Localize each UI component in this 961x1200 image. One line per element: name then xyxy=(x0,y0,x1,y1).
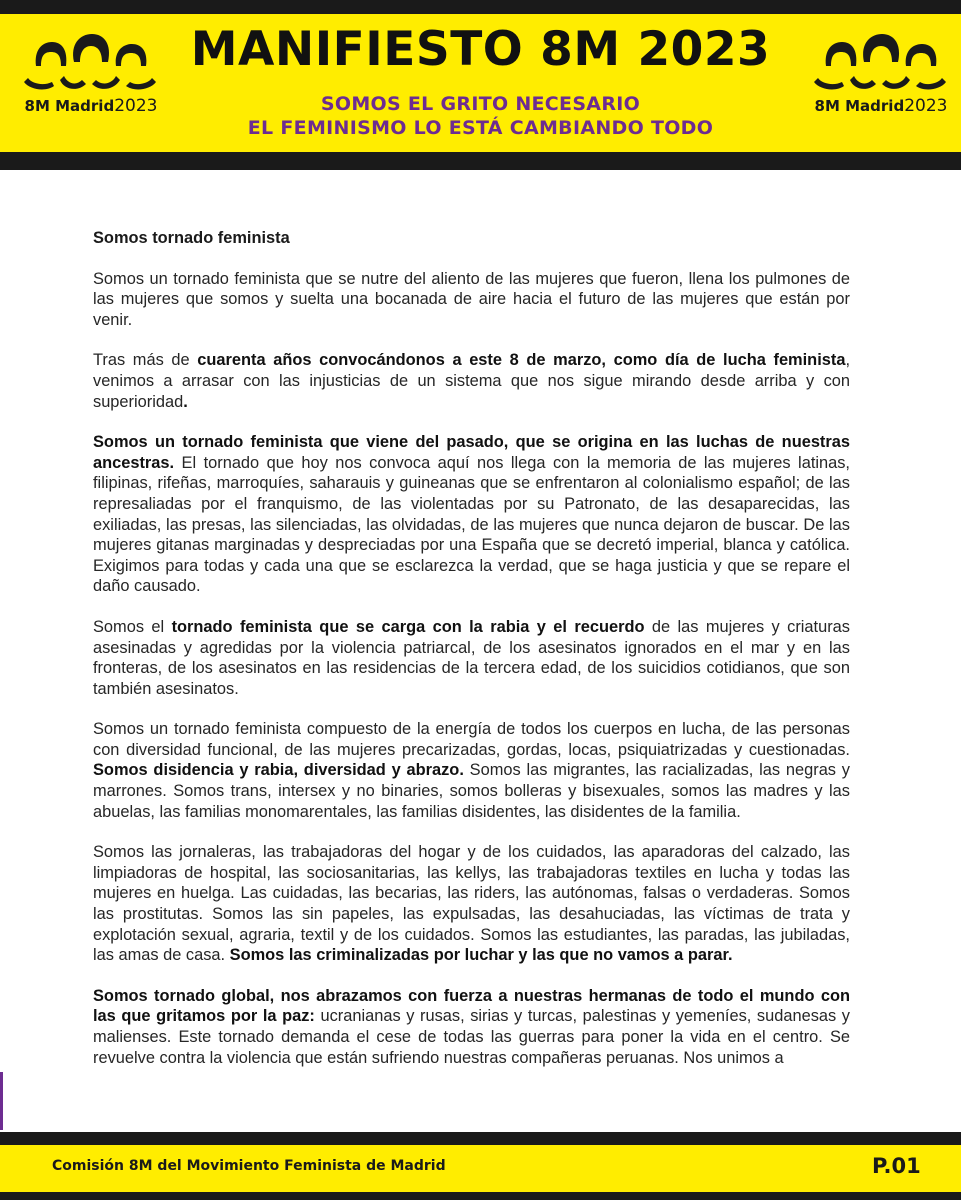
paragraph xyxy=(93,432,850,597)
bold-text-run: Somos las criminalizadas por luchar y las que no vamos a parar. xyxy=(229,946,733,965)
footer-top-bar xyxy=(0,1132,961,1145)
text-run: ucranianas y rusas, sirias y turcas, palestinas y yemeníes, sudanesas y malienses. Este tornado demanda el cese de todas las guerras para poner la vida en el centro. Se revuelve contra la violencia que están sufriendo nuestras compañeras peruanas. Nos unimos a xyxy=(93,1007,850,1067)
paragraph xyxy=(93,350,850,412)
logo-brand-text: 8M Madrid xyxy=(24,97,115,115)
footer-bottom-bar xyxy=(0,1192,961,1200)
page-number: P.01 xyxy=(872,1154,921,1178)
footer-credit: Comisión 8M del Movimiento Feminista de Madrid xyxy=(52,1158,446,1174)
paragraph xyxy=(93,269,850,331)
text-run: de las mujeres y criaturas asesinadas y agredidas por la violencia patriarcal, de los asesinatos ignorados en el mar y en las fronteras, de los asesinatos en las residencias de la tercera edad, de los suicidios cotidianos, que son también asesinatos. xyxy=(93,617,850,698)
manifesto-body xyxy=(93,228,850,1088)
bold-text-run: . xyxy=(183,392,188,411)
text-run: Somos las jornaleras, las trabajadoras del hogar y de los cuidados, las aparadoras del calzado, las limpiadoras de hospital, las sociosanitarias, las kellys, las trabajadoras textiles en lucha y todas las mujeres en huelga. Las cuidadas, las becarias, las riders, las autónomas, falsas o verdaderas. Somos las prostitutas. Somos las sin papeles, las expulsadas, las desahuciadas, las víctimas de trata y explotación sexual, agraria, textil y de los cuidados. Somos las estudiantes, las paradas, las jubiladas, las amas de casa. xyxy=(93,843,850,965)
paragraph-list xyxy=(93,269,850,1069)
bold-text-run: Somos tornado global, nos abrazamos con fuerza a nuestras hermanas de todo el mundo con las que gritamos por la paz: xyxy=(93,986,850,1026)
header-bottom-bar xyxy=(0,152,961,170)
8m-madrid-logo-left xyxy=(16,20,166,120)
subtitle-line-1: SOMOS EL GRITO NECESARIO xyxy=(320,93,641,115)
text-run: El tornado que hoy nos convoca aquí nos llega con la memoria de las mujeres latinas, filipinas, rifeñas, marroquíes, saharauis y guineanas que se enfrentaron al colonialismo español; de las represaliadas por el franquismo, de las violentadas por su Patronato, de las desaparecidas, las exiliadas, las presas, las silenciadas, las olvidadas, de las mujeres que nunca dejaron de buscar. De las mujeres gitanas marginadas y despreciadas por una España que se decretó imperial, blanca y católica. Exigimos para todas y cada una que se esclarezca la verdad, que se haga justicia y que se repare el daño causado. xyxy=(93,453,850,596)
logo-brand-text: 8M Madrid xyxy=(814,97,905,115)
8m-madrid-logo-right xyxy=(806,20,956,120)
text-run: , venimos a arrasar con las injusticias de un sistema que nos sigue mirando desde arriba y con superioridad xyxy=(93,351,851,411)
subtitle-line-2: EL FEMINISMO LO ESTÁ CAMBIANDO TODO xyxy=(247,117,714,139)
paragraph xyxy=(93,986,850,1068)
text-run: Somos un tornado feminista compuesto de la energía de todos los cuerpos en lucha, de las personas con diversidad funcional, de las mujeres precarizadas, gordas, locas, psiquiatrizadas y cuestionadas. xyxy=(93,720,850,759)
text-run: Somos un tornado feminista que se nutre del aliento de las mujeres que fueron, llena los pulmones de las mujeres que somos y suelta una bocanada de aire hacia el futuro de las mujeres que están por venir. xyxy=(93,269,850,329)
logo-year-text: 2023 xyxy=(114,96,158,116)
text-run: Somos el xyxy=(93,617,172,636)
paragraph xyxy=(93,617,850,699)
paragraph xyxy=(93,719,850,822)
bold-text-run: Somos un tornado feminista que viene del pasado, que se origina en las luchas de nuestras ancestras. xyxy=(93,433,850,472)
bold-text-run: cuarenta años convocándonos a este 8 de marzo, como día de lucha feminista xyxy=(197,351,846,370)
women-faces-logo-icon xyxy=(806,20,956,96)
text-run: Tras más de xyxy=(93,351,198,370)
paragraph xyxy=(93,842,850,966)
header-top-bar xyxy=(0,0,961,14)
logo-year-text: 2023 xyxy=(904,96,948,116)
women-faces-logo-icon xyxy=(16,20,166,96)
text-run: Somos las migrantes, las racializadas, las negras y marrones. Somos trans, intersex y no binaries, somos bolleras y bisexuales, somos las madres y las abuelas, las familias monomarentales, las familias disidentes, las disidentes de la familia. xyxy=(93,761,850,821)
section-heading: Somos tornado feminista xyxy=(93,229,290,247)
side-accent-mark xyxy=(0,1072,3,1130)
bold-text-run: Somos disidencia y rabia, diversidad y abrazo. xyxy=(93,761,464,780)
bold-text-run: tornado feminista que se carga con la rabia y el recuerdo xyxy=(171,617,645,636)
page-title: MANIFIESTO 8M 2023 xyxy=(190,22,771,77)
